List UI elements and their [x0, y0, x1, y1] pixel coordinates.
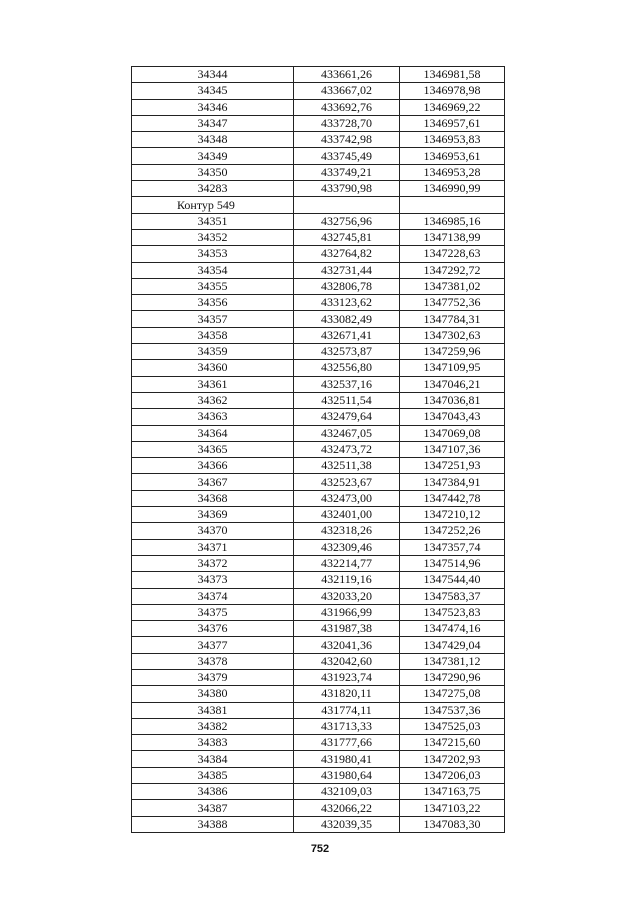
y-coordinate-cell: 1347252,26	[400, 523, 505, 539]
table-row	[132, 441, 505, 457]
point-id-cell: 34345	[132, 83, 294, 99]
contour-label: Контур 549	[132, 197, 294, 213]
table-row	[132, 425, 505, 441]
x-coordinate-cell: 432523,67	[294, 474, 400, 490]
point-id-cell: 34354	[132, 262, 294, 278]
y-coordinate-cell: 1347259,96	[400, 344, 505, 360]
point-id-cell: 34362	[132, 392, 294, 408]
table-row	[132, 83, 505, 99]
point-id-cell: 34383	[132, 735, 294, 751]
table-row	[132, 490, 505, 506]
x-coordinate-cell: 433661,26	[294, 67, 400, 83]
y-coordinate-cell: 1346957,61	[400, 115, 505, 131]
x-coordinate-cell: 433749,21	[294, 164, 400, 180]
x-coordinate-cell: 432511,38	[294, 458, 400, 474]
point-id-cell: 34364	[132, 425, 294, 441]
table-row	[132, 360, 505, 376]
y-coordinate-cell: 1347046,21	[400, 376, 505, 392]
point-id-cell: 34370	[132, 523, 294, 539]
point-id-cell: 34346	[132, 99, 294, 115]
point-id-cell: 34369	[132, 507, 294, 523]
point-id-cell: 34366	[132, 458, 294, 474]
y-coordinate-cell: 1347163,75	[400, 784, 505, 800]
x-coordinate-cell: 432039,35	[294, 816, 400, 832]
x-coordinate-cell: 433082,49	[294, 311, 400, 327]
y-coordinate-cell: 1347525,03	[400, 718, 505, 734]
y-coordinate-cell: 1347537,36	[400, 702, 505, 718]
table-row	[132, 181, 505, 197]
point-id-cell: 34359	[132, 344, 294, 360]
y-coordinate-cell: 1347215,60	[400, 735, 505, 751]
x-coordinate-cell: 432479,64	[294, 409, 400, 425]
y-coordinate-cell: 1347429,04	[400, 637, 505, 653]
point-id-cell: 34374	[132, 588, 294, 604]
y-coordinate-cell: 1346978,98	[400, 83, 505, 99]
table-row	[132, 376, 505, 392]
x-coordinate-cell: 432066,22	[294, 800, 400, 816]
point-id-cell: 34375	[132, 604, 294, 620]
table-row	[132, 67, 505, 83]
x-coordinate-cell: 433667,02	[294, 83, 400, 99]
point-id-cell: 34371	[132, 539, 294, 555]
point-id-cell: 34357	[132, 311, 294, 327]
y-coordinate-cell: 1347357,74	[400, 539, 505, 555]
empty-cell	[400, 197, 505, 213]
table-row	[132, 327, 505, 343]
table-row	[132, 344, 505, 360]
x-coordinate-cell: 432042,60	[294, 653, 400, 669]
table-row	[132, 621, 505, 637]
y-coordinate-cell: 1347069,08	[400, 425, 505, 441]
point-id-cell: 34373	[132, 572, 294, 588]
y-coordinate-cell: 1347474,16	[400, 621, 505, 637]
point-id-cell: 34388	[132, 816, 294, 832]
table-row	[132, 784, 505, 800]
y-coordinate-cell: 1347083,30	[400, 816, 505, 832]
y-coordinate-cell: 1346990,99	[400, 181, 505, 197]
y-coordinate-cell: 1347514,96	[400, 555, 505, 571]
table-row	[132, 653, 505, 669]
point-id-cell: 34351	[132, 213, 294, 229]
y-coordinate-cell: 1347210,12	[400, 507, 505, 523]
point-id-cell: 34380	[132, 686, 294, 702]
y-coordinate-cell: 1347251,93	[400, 458, 505, 474]
x-coordinate-cell: 432731,44	[294, 262, 400, 278]
coordinates-table	[131, 66, 505, 833]
y-coordinate-cell: 1346969,22	[400, 99, 505, 115]
table-row	[132, 735, 505, 751]
x-coordinate-cell: 431980,41	[294, 751, 400, 767]
y-coordinate-cell: 1347544,40	[400, 572, 505, 588]
table-row	[132, 409, 505, 425]
point-id-cell: 34381	[132, 702, 294, 718]
table-row	[132, 132, 505, 148]
table-row	[132, 816, 505, 832]
x-coordinate-cell: 432109,03	[294, 784, 400, 800]
table-row	[132, 767, 505, 783]
table-row	[132, 99, 505, 115]
table-row	[132, 718, 505, 734]
x-coordinate-cell: 432573,87	[294, 344, 400, 360]
point-id-cell: 34382	[132, 718, 294, 734]
point-id-cell: 34365	[132, 441, 294, 457]
table-row	[132, 555, 505, 571]
x-coordinate-cell: 433745,49	[294, 148, 400, 164]
x-coordinate-cell: 433728,70	[294, 115, 400, 131]
table-row	[132, 800, 505, 816]
y-coordinate-cell: 1347138,99	[400, 229, 505, 245]
y-coordinate-cell: 1347442,78	[400, 490, 505, 506]
point-id-cell: 34387	[132, 800, 294, 816]
point-id-cell: 34385	[132, 767, 294, 783]
y-coordinate-cell: 1347228,63	[400, 246, 505, 262]
table-row	[132, 474, 505, 490]
y-coordinate-cell: 1347302,63	[400, 327, 505, 343]
x-coordinate-cell: 432041,36	[294, 637, 400, 653]
y-coordinate-cell: 1346985,16	[400, 213, 505, 229]
y-coordinate-cell: 1347107,36	[400, 441, 505, 457]
y-coordinate-cell: 1347290,96	[400, 669, 505, 685]
x-coordinate-cell: 431923,74	[294, 669, 400, 685]
table-row	[132, 295, 505, 311]
x-coordinate-cell: 432764,82	[294, 246, 400, 262]
x-coordinate-cell: 433692,76	[294, 99, 400, 115]
table-row	[132, 311, 505, 327]
y-coordinate-cell: 1347103,22	[400, 800, 505, 816]
table-row	[132, 588, 505, 604]
x-coordinate-cell: 432119,16	[294, 572, 400, 588]
point-id-cell: 34386	[132, 784, 294, 800]
y-coordinate-cell: 1347384,91	[400, 474, 505, 490]
y-coordinate-cell: 1347752,36	[400, 295, 505, 311]
y-coordinate-cell: 1347275,08	[400, 686, 505, 702]
y-coordinate-cell: 1347583,37	[400, 588, 505, 604]
point-id-cell: 34361	[132, 376, 294, 392]
table-row	[132, 637, 505, 653]
point-id-cell: 34377	[132, 637, 294, 653]
x-coordinate-cell: 433742,98	[294, 132, 400, 148]
x-coordinate-cell: 433790,98	[294, 181, 400, 197]
point-id-cell: 34363	[132, 409, 294, 425]
y-coordinate-cell: 1346981,58	[400, 67, 505, 83]
x-coordinate-cell: 432511,54	[294, 392, 400, 408]
point-id-cell: 34350	[132, 164, 294, 180]
table-row	[132, 458, 505, 474]
point-id-cell: 34378	[132, 653, 294, 669]
table-row	[132, 262, 505, 278]
table-row	[132, 523, 505, 539]
table-row	[132, 246, 505, 262]
table-row	[132, 229, 505, 245]
x-coordinate-cell: 432401,00	[294, 507, 400, 523]
point-id-cell: 34347	[132, 115, 294, 131]
y-coordinate-cell: 1347381,02	[400, 278, 505, 294]
point-id-cell: 34367	[132, 474, 294, 490]
y-coordinate-cell: 1347036,81	[400, 392, 505, 408]
contour-header-row	[132, 197, 505, 213]
x-coordinate-cell: 433123,62	[294, 295, 400, 311]
y-coordinate-cell: 1346953,28	[400, 164, 505, 180]
x-coordinate-cell: 432556,80	[294, 360, 400, 376]
point-id-cell: 34384	[132, 751, 294, 767]
x-coordinate-cell: 432806,78	[294, 278, 400, 294]
x-coordinate-cell: 432467,05	[294, 425, 400, 441]
x-coordinate-cell: 432473,00	[294, 490, 400, 506]
point-id-cell: 34358	[132, 327, 294, 343]
y-coordinate-cell: 1347206,03	[400, 767, 505, 783]
x-coordinate-cell: 432309,46	[294, 539, 400, 555]
point-id-cell: 34353	[132, 246, 294, 262]
y-coordinate-cell: 1347784,31	[400, 311, 505, 327]
point-id-cell: 34349	[132, 148, 294, 164]
point-id-cell: 34379	[132, 669, 294, 685]
table-row	[132, 572, 505, 588]
x-coordinate-cell: 432537,16	[294, 376, 400, 392]
x-coordinate-cell: 431820,11	[294, 686, 400, 702]
x-coordinate-cell: 432318,26	[294, 523, 400, 539]
x-coordinate-cell: 431777,66	[294, 735, 400, 751]
y-coordinate-cell: 1347043,43	[400, 409, 505, 425]
table-row	[132, 148, 505, 164]
point-id-cell: 34360	[132, 360, 294, 376]
point-id-cell: 34344	[132, 67, 294, 83]
x-coordinate-cell: 431774,11	[294, 702, 400, 718]
x-coordinate-cell: 431966,99	[294, 604, 400, 620]
point-id-cell: 34352	[132, 229, 294, 245]
empty-cell	[294, 197, 400, 213]
table-row	[132, 669, 505, 685]
table-row	[132, 751, 505, 767]
x-coordinate-cell: 432745,81	[294, 229, 400, 245]
point-id-cell: 34355	[132, 278, 294, 294]
table-row	[132, 507, 505, 523]
x-coordinate-cell: 432756,96	[294, 213, 400, 229]
table-row	[132, 164, 505, 180]
table-row	[132, 115, 505, 131]
y-coordinate-cell: 1347202,93	[400, 751, 505, 767]
point-id-cell: 34283	[132, 181, 294, 197]
x-coordinate-cell: 431987,38	[294, 621, 400, 637]
table-row	[132, 604, 505, 620]
x-coordinate-cell: 431980,64	[294, 767, 400, 783]
point-id-cell: 34368	[132, 490, 294, 506]
y-coordinate-cell: 1346953,83	[400, 132, 505, 148]
table-row	[132, 392, 505, 408]
point-id-cell: 34372	[132, 555, 294, 571]
y-coordinate-cell: 1346953,61	[400, 148, 505, 164]
x-coordinate-cell: 432473,72	[294, 441, 400, 457]
x-coordinate-cell: 432033,20	[294, 588, 400, 604]
y-coordinate-cell: 1347109,95	[400, 360, 505, 376]
y-coordinate-cell: 1347292,72	[400, 262, 505, 278]
point-id-cell: 34356	[132, 295, 294, 311]
table-row	[132, 702, 505, 718]
x-coordinate-cell: 432214,77	[294, 555, 400, 571]
table-row	[132, 278, 505, 294]
x-coordinate-cell: 431713,33	[294, 718, 400, 734]
y-coordinate-cell: 1347523,83	[400, 604, 505, 620]
table-row	[132, 213, 505, 229]
x-coordinate-cell: 432671,41	[294, 327, 400, 343]
coordinates-table-body	[132, 67, 505, 833]
y-coordinate-cell: 1347381,12	[400, 653, 505, 669]
point-id-cell: 34376	[132, 621, 294, 637]
table-row	[132, 539, 505, 555]
table-row	[132, 686, 505, 702]
page-number: 752	[310, 843, 330, 855]
point-id-cell: 34348	[132, 132, 294, 148]
